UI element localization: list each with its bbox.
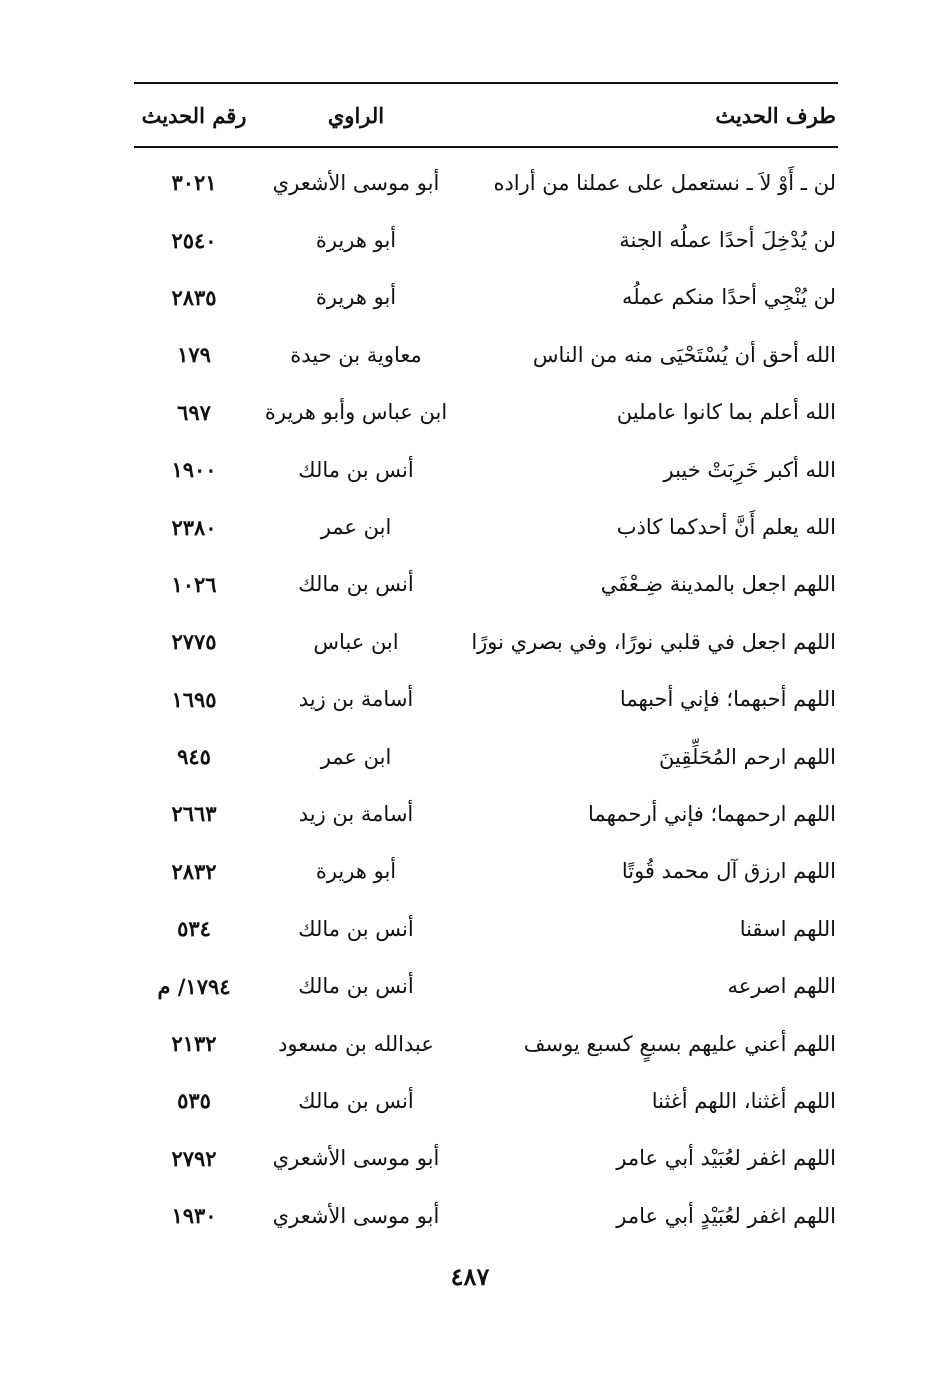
narrator-name: أبو هريرة xyxy=(315,859,397,884)
hadith-text: اللهم أحبهما؛ فإني أحبهما xyxy=(619,687,836,712)
hadith-number: ١٧٩ xyxy=(177,342,211,368)
hadith-text: اللهم اغفر لعُبَيْد أبي عامر xyxy=(616,1146,836,1171)
hadith-text: لن يُنْجِي أحدًا منكم عملُه xyxy=(621,285,836,310)
hadith-text: الله أكبر خَرِبَتْ خيبر xyxy=(663,457,836,482)
hadith-number: ١٦٩٥ xyxy=(171,686,217,712)
hadith-text: اللهم أعني عليهم بسبعٍ كسبع يوسف xyxy=(523,1031,836,1056)
table-row xyxy=(134,785,838,842)
narrator-name: أبو موسى الأشعري xyxy=(272,1146,440,1171)
hadith-text: اللهم ارزق آل محمد قُوتًا xyxy=(621,859,836,884)
table-row xyxy=(134,843,838,900)
hadith-text: الله أعلم بما كانوا عاملين xyxy=(616,400,836,425)
hadith-number: ٢٥٤٠ xyxy=(171,227,217,253)
narrator-name: أبو موسى الأشعري xyxy=(272,170,440,195)
table-row xyxy=(134,900,838,957)
hadith-text: لن ـ أَوْ لاَ ـ نستعمل على عملنا من أراده xyxy=(493,170,836,195)
table-row xyxy=(134,1187,838,1244)
hadith-text: اللهم اصرعه xyxy=(727,974,836,999)
narrator-name: أنس بن مالك xyxy=(298,572,414,597)
header-hadith: طرف الحديث xyxy=(715,102,836,128)
hadith-number: ٢٧٩٢ xyxy=(171,1145,217,1171)
narrator-name: أبو هريرة xyxy=(315,228,397,253)
hadith-text: الله أحق أن يُسْتَحْيَى منه من الناس xyxy=(532,342,836,367)
hadith-number: ١٩٣٠ xyxy=(171,1203,217,1229)
table-row xyxy=(134,154,838,211)
header-narrator: الراوي xyxy=(327,102,385,128)
hadith-number: ٦٩٧ xyxy=(177,399,211,425)
table-header xyxy=(134,84,838,146)
table-row xyxy=(134,441,838,498)
narrator-name: معاوية بن حيدة xyxy=(290,342,422,367)
hadith-text: اللهم اجعل في قلبي نورًا، وفي بصري نورًا xyxy=(471,629,836,654)
hadith-text: لن يُدْخِلَ أحدًا عملُه الجنة xyxy=(619,228,836,253)
table-row xyxy=(134,326,838,383)
hadith-number: ٢٨٣٢ xyxy=(171,858,217,884)
table-row xyxy=(134,1130,838,1187)
table-row xyxy=(134,269,838,326)
hadith-number: ٥٣٥ xyxy=(177,1088,211,1114)
hadith-number: ٢١٣٢ xyxy=(171,1031,217,1057)
table-row xyxy=(134,498,838,555)
hadith-number: ٣٠٢١ xyxy=(171,170,217,196)
narrator-name: أسامة بن زيد xyxy=(298,687,414,712)
table-row xyxy=(134,613,838,670)
hadith-number: ١٠٢٦ xyxy=(171,571,217,597)
hadith-number: ٢٦٦٣ xyxy=(171,801,217,827)
narrator-name: أنس بن مالك xyxy=(298,916,414,941)
table-row xyxy=(134,671,838,728)
narrator-name: أنس بن مالك xyxy=(298,974,414,999)
narrator-name: أنس بن مالك xyxy=(298,1088,414,1113)
hadith-number: ١٧٩٤/ م xyxy=(157,973,231,999)
table-row xyxy=(134,211,838,268)
page-number: ٤٨٧ xyxy=(450,1262,490,1291)
table-row xyxy=(134,384,838,441)
table-row xyxy=(134,957,838,1014)
narrator-name: ابن عباس xyxy=(313,629,399,654)
hadith-text: اللهم اجعل بالمدينة ضِـعْفَي xyxy=(600,572,836,597)
table-row xyxy=(134,556,838,613)
hadith-number: ٢٣٨٠ xyxy=(171,514,217,540)
hadith-text: اللهم اسقنا xyxy=(739,916,836,941)
hadith-number: ٩٤٥ xyxy=(177,744,211,770)
narrator-name: ابن عمر xyxy=(320,515,392,540)
table-row xyxy=(134,1015,838,1072)
hadith-text: اللهم ارحمهما؛ فإني أرحمهما xyxy=(588,801,836,826)
narrator-name: أنس بن مالك xyxy=(298,457,414,482)
narrator-name: أبو موسى الأشعري xyxy=(272,1203,440,1228)
narrator-name: عبدالله بن مسعود xyxy=(278,1031,434,1056)
header-rule xyxy=(134,146,838,148)
table-row xyxy=(134,1072,838,1129)
header-number: رقم الحديث xyxy=(141,102,247,128)
narrator-name: ابن عمر xyxy=(320,744,392,769)
narrator-name: أسامة بن زيد xyxy=(298,801,414,826)
hadith-text: اللهم أغثنا، اللهم أغثنا xyxy=(651,1088,836,1113)
hadith-number: ١٩٠٠ xyxy=(171,457,217,483)
narrator-name: أبو هريرة xyxy=(315,285,397,310)
hadith-text: اللهم اغفر لعُبَيْدٍ أبي عامر xyxy=(616,1203,836,1228)
table-row xyxy=(134,728,838,785)
hadith-number: ٢٧٧٥ xyxy=(171,629,217,655)
hadith-number: ٥٣٤ xyxy=(177,916,211,942)
narrator-name: ابن عباس وأبو هريرة xyxy=(264,400,448,425)
hadith-text: الله يعلم أَنَّ أحدكما كاذب xyxy=(616,515,836,540)
hadith-index-table xyxy=(134,82,838,1244)
table-body xyxy=(134,154,838,1244)
hadith-text: اللهم ارحم المُحَلِّقِينَ xyxy=(659,744,836,769)
hadith-number: ٢٨٣٥ xyxy=(171,284,217,310)
